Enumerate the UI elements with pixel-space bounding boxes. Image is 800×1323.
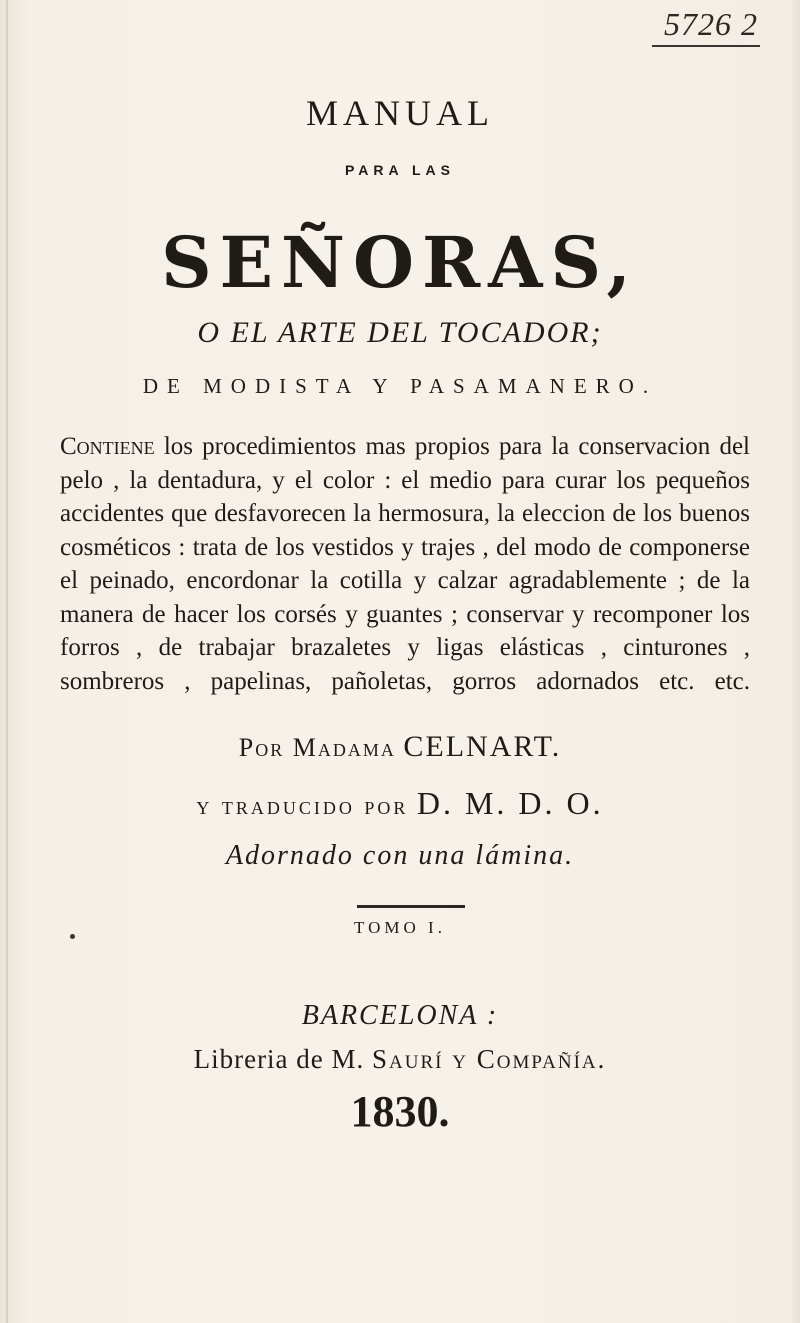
author-name: CELNART.	[403, 730, 562, 763]
volume-label: TOMO I.	[354, 918, 446, 937]
translator-prefix: y traducido por	[196, 791, 409, 820]
author-prefix: Por Madama	[238, 733, 396, 762]
publisher-name: Saurí y Compañía.	[372, 1044, 607, 1074]
para-las-line: PARA LAS	[345, 162, 455, 178]
translator-line	[0, 785, 800, 822]
contents-description	[60, 430, 750, 698]
book-title: MANUAL	[306, 93, 494, 133]
imprint-publisher	[0, 1044, 800, 1075]
main-title-word: SEÑORAS,	[161, 221, 639, 304]
divider-rule	[357, 905, 465, 908]
contents-lead: Contiene	[60, 433, 155, 460]
imprint-year: 1830.	[350, 1087, 450, 1136]
author-line	[0, 730, 800, 764]
contents-text: los procedimientos mas propios para la conservacion del pelo , la dentadura, y el color : el medio para curar los pequeños accidentes que desfavorecen la hermosura, la eleccion de los buenos cosméticos : trata de los vestidos y trajes , del modo de componerse el peinado, encordonar la cotilla y calzar agradablemente ; de la manera de hacer los corsés y guantes ; conservar y recomponer los forros , de trabajar brazaletes y ligas elásticas , cinturones , sombreros , papelinas, pañoletas, gorros adornados etc. etc.	[60, 433, 750, 695]
catalog-number: 5726 2	[664, 6, 758, 42]
illustration-note: Adornado con una lámina.	[225, 840, 575, 871]
imprint-city: BARCELONA :	[301, 1000, 499, 1031]
publisher-prefix: Libreria de M.	[193, 1044, 365, 1074]
catalog-underline	[652, 45, 760, 47]
trades-line: DE MODISTA Y PASAMANERO.	[142, 374, 658, 398]
subtitle: O EL ARTE DEL TOCADOR;	[197, 316, 603, 349]
translator-name: D. M. D. O.	[416, 785, 604, 821]
